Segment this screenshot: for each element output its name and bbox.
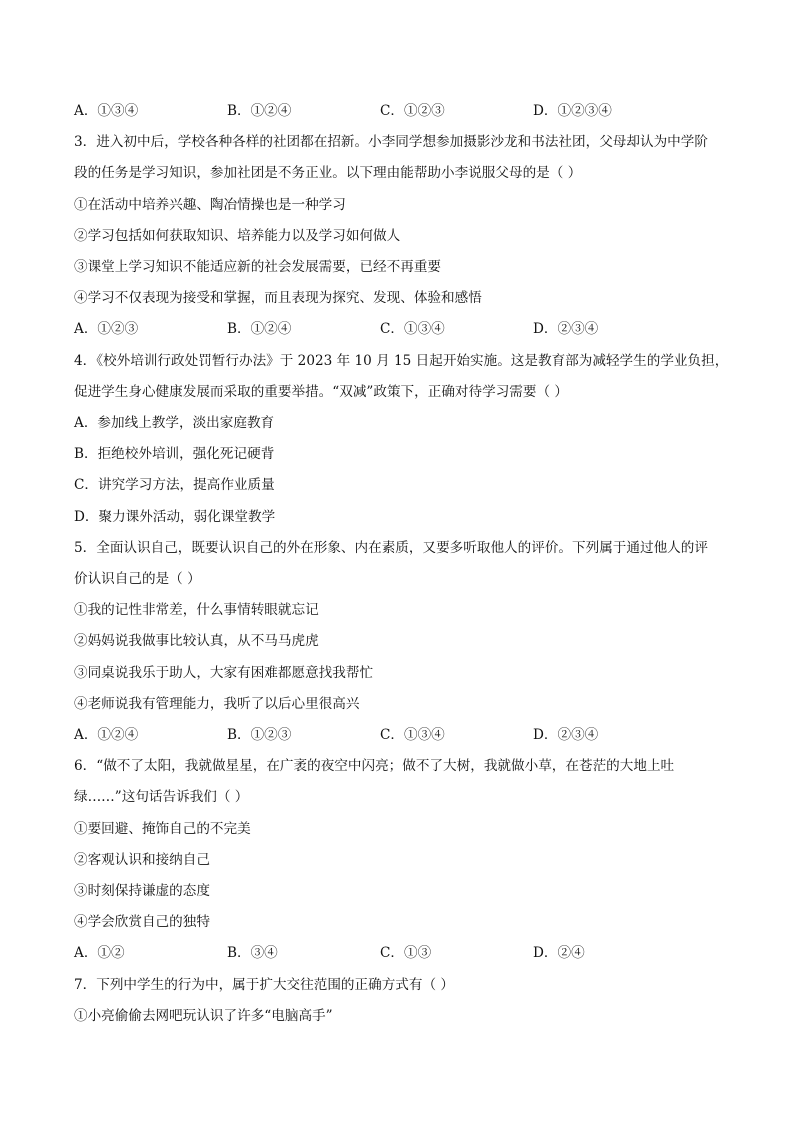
question-text-line: 7．下列中学生的行为中，属于扩大交往范围的正确方式有（ ） xyxy=(74,976,454,993)
answer-option: C．①③④ xyxy=(380,727,445,743)
question-text-line: 3．进入初中后，学校各种各样的社团都在招新。小李同学想参加摄影沙龙和书法社团，父母却认为中学阶 xyxy=(74,134,708,151)
answer-option: C．①③④ xyxy=(380,321,445,338)
answer-option: D．②③④ xyxy=(533,727,599,743)
question-text-line: ④老师说我有管理能力，我听了以后心里很高兴 xyxy=(74,695,360,712)
answer-option: C．①③ xyxy=(380,945,432,962)
answer-option: B．③④ xyxy=(227,945,278,962)
question-text-line: ②妈妈说我做事比较认真，从不马马虎虎 xyxy=(74,633,319,650)
question-text-line: D．聚力课外活动，弱化课堂教学 xyxy=(74,508,276,525)
answer-option: A．①②④ xyxy=(74,727,139,743)
question-text-line: ③课堂上学习知识不能适应新的社会发展需要，已经不再重要 xyxy=(74,259,442,275)
question-text-line: 5．全面认识自己，既要认识自己的外在形象、内在素质，又要多听取他人的评价。下列属于通过他人的评 xyxy=(74,539,708,556)
question-text-line: 段的任务是学习知识，参加社团是不务正业。以下理由能帮助小李说服父母的是（ ） xyxy=(74,165,582,182)
question-text-line: B．拒绝校外培训，强化死记硬背 xyxy=(74,446,275,463)
answer-option: B．①②④ xyxy=(227,321,292,338)
answer-option: B．①②④ xyxy=(227,103,292,119)
question-text-line: 促进学生身心健康发展而采取的重要举措。“双减”政策下，正确对待学习需要（ ） xyxy=(74,383,568,400)
question-text-line: 绿……”这句话告诉我们（ ） xyxy=(74,789,249,806)
question-text-line: ①我的记性非常差，什么事情转眼就忘记 xyxy=(74,602,319,619)
question-text-line: ②学习包括如何获取知识、培养能力以及学习如何做人 xyxy=(74,227,401,244)
question-text-line: ④学习不仅表现为接受和掌握，而且表现为探究、发现、体验和感悟 xyxy=(74,290,482,307)
question-text-line: A．参加线上教学，淡出家庭教育 xyxy=(74,415,275,431)
question-text-line: ①小亮偷偷去网吧玩认识了许多“电脑高手” xyxy=(74,1007,333,1024)
question-text-line: ①在活动中培养兴趣、陶冶情操也是一种学习 xyxy=(74,196,346,213)
answer-option: B．①②③ xyxy=(227,727,292,743)
answer-option: D．①②③④ xyxy=(533,103,612,119)
question-text-line: ②客观认识和接纳自己 xyxy=(74,851,210,868)
question-text-line: 6．“做不了太阳，我就做星星，在广袤的夜空中闪亮；做不了大树，我就做小草，在苍茫的大地上吐 xyxy=(74,758,675,775)
answer-option: A．①②③ xyxy=(74,321,139,338)
question-text-line: ①要回避、掩饰自己的不完美 xyxy=(74,820,251,837)
question-text-line: 4．《校外培训行政处罚暂行办法》于 2023 年 10 月 15 日起开始实施。这是教育部为减轻学生的学业负担， xyxy=(74,352,729,369)
answer-option: A．①③④ xyxy=(74,103,139,119)
question-text-line: ③时刻保持谦虚的态度 xyxy=(74,883,210,899)
question-text-line: ④学会欣赏自己的独特 xyxy=(74,914,210,931)
answer-option: D．②③④ xyxy=(533,321,599,338)
answer-option: D．②④ xyxy=(533,945,585,962)
answer-option: A．①② xyxy=(74,945,125,962)
question-text-line: 价认识自己的是（ ） xyxy=(74,571,201,587)
answer-option: C．①②③ xyxy=(380,103,445,119)
question-text-line: C．讲究学习方法，提高作业质量 xyxy=(74,477,275,494)
question-text-line: ③同桌说我乐于助人，大家有困难都愿意找我帮忙 xyxy=(74,664,374,681)
